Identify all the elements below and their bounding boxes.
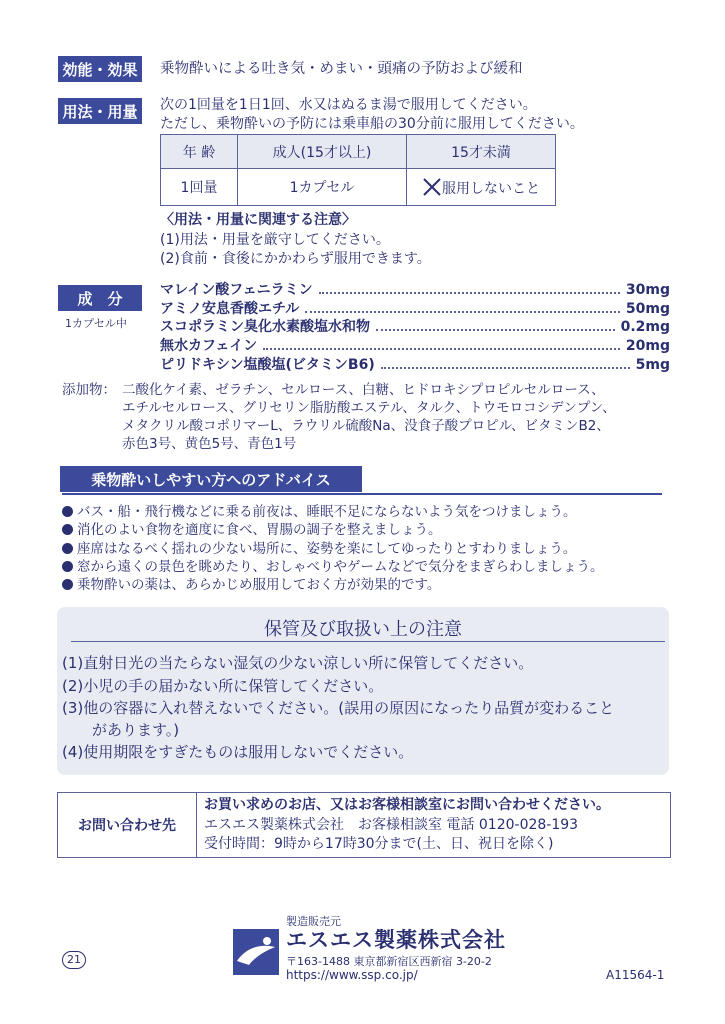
ingredients-label: 成 分 xyxy=(58,285,142,311)
ingredient-amount: 30mg xyxy=(625,282,670,298)
maker-label: 製造販売元 xyxy=(286,915,341,928)
contact-line-3: 受付時間：9時から17時30分まで(土、日、祝日を除く) xyxy=(204,836,554,852)
ingredients-sublabel: 1カプセル中 xyxy=(65,317,127,330)
contact-line-2: エスエス製薬株式会社 お客様相談室 電話 0120-028-193 xyxy=(204,817,579,833)
bullet-icon xyxy=(62,561,73,572)
usage-note-1: (1)用法・用量を厳守してください。 xyxy=(160,232,390,248)
ingredient-row xyxy=(160,281,670,299)
additives-line-3: メタクリル酸コポリマーL、ラウリル硫酸Na、没食子酸プロピル、ビタミンB2、 xyxy=(122,418,610,434)
company-address: 〒163-1488 東京都新宿区西新宿 3-20-2 xyxy=(286,955,492,968)
no-use-text: 服用しないこと xyxy=(442,180,540,197)
usage-notes-title: 〈用法・用量に関連する注意〉 xyxy=(160,212,356,228)
advice-item: 消化のよい食物を適度に食べ、胃腸の調子を整えましょう。 xyxy=(62,521,442,539)
additives-line-1: 二酸化ケイ素、ゼラチン、セルロース、白糖、ヒドロキシプロピルセルロース、 xyxy=(122,382,605,398)
storage-divider xyxy=(71,641,665,642)
company-name: エスエス製薬株式会社 xyxy=(286,928,506,952)
ingredient-row xyxy=(160,337,670,355)
bullet-icon xyxy=(62,579,73,590)
advice-item: 座席はなるべく揺れの少ない場所に、姿勢を楽にしてゆったりとすわりましょう。 xyxy=(62,540,576,558)
storage-item-3: (3)他の容器に入れ替えないでください。(誤用の原因になったり品質が変わること xyxy=(62,699,615,717)
ingredient-name: ピリドキシン塩酸塩(ビタミンB6) xyxy=(160,357,375,373)
additives-line-2: エチルセルロース、グリセリン脂肪酸エステル、タルク、トウモロコシデンプン、 xyxy=(122,400,616,416)
additives-label: 添加物： xyxy=(62,382,116,398)
advice-item: 窓から遠くの景色を眺めたり、おしゃべりやゲームなどで気分をまぎらわしましょう。 xyxy=(62,558,604,576)
table-cell-dose-label: 1回量 xyxy=(161,169,238,206)
bullet-icon xyxy=(62,543,73,554)
ingredient-name: スコポラミン臭化水素酸塩水和物 xyxy=(160,319,370,335)
table-cell-under15-dose xyxy=(407,169,556,206)
company-url[interactable]: https://www.ssp.co.jp/ xyxy=(286,968,418,982)
ss-logo-icon xyxy=(233,929,279,975)
storage-item-4: (4)使用期限をすぎたものは服用しないでください。 xyxy=(62,743,414,761)
ingredient-row xyxy=(160,300,670,318)
advice-item: バス・船・飛行機などに乗る前夜は、睡眠不足にならないよう気をつけましょう。 xyxy=(62,503,577,521)
usage-note-2: (2)食前・食後にかかわらず服用できます。 xyxy=(160,251,431,267)
table-header-adult: 成人(15才以上) xyxy=(238,135,407,169)
storage-item-2: (2)小児の手の届かない所に保管してください。 xyxy=(62,677,384,695)
storage-item-1: (1)直射日光の当たらない湿気の少ない涼しい所に保管してください。 xyxy=(62,654,534,672)
ingredient-name: アミノ安息香酸エチル xyxy=(160,301,300,317)
table-cell-adult-dose: 1カプセル xyxy=(238,169,407,206)
contact-label: お問い合わせ先 xyxy=(58,793,197,857)
ingredient-name: 無水カフェイン xyxy=(160,338,258,354)
ingredient-row xyxy=(160,318,670,336)
usage-line-1: 次の1回量を1日1回、水又はぬるま湯で服用してください。 xyxy=(160,97,537,113)
ingredient-name: マレイン酸フェニラミン xyxy=(160,282,313,298)
ingredient-amount: 50mg xyxy=(625,301,670,317)
ingredient-row xyxy=(160,356,670,374)
usage-label: 用法・用量 xyxy=(58,98,142,124)
contact-box xyxy=(57,792,671,858)
company-logo xyxy=(233,929,279,975)
additives-line-4: 赤色3号、黄色5号、青色1号 xyxy=(122,436,297,452)
storage-item-3-cont: があります。) xyxy=(92,721,180,739)
bullet-icon xyxy=(62,524,73,535)
storage-title: 保管及び取扱い上の注意 xyxy=(264,619,462,640)
ingredient-amount: 0.2mg xyxy=(620,319,670,335)
efficacy-label: 効能・効果 xyxy=(58,56,142,82)
contact-line-1: お買い求めのお店、又はお客様相談室にお問い合わせください。 xyxy=(204,797,610,813)
table-header-under15: 15才未満 xyxy=(407,135,556,169)
table-header-age: 年 齢 xyxy=(161,135,238,169)
advice-item: 乗物酔いの薬は、あらかじめ服用しておく方が効果的です。 xyxy=(62,576,440,594)
cross-icon xyxy=(422,177,442,197)
advice-title: 乗物酔いしやすい方へのアドバイス xyxy=(60,466,362,492)
bullet-icon xyxy=(62,506,73,517)
usage-line-2: ただし、乗物酔いの予防には乗車船の30分前に服用してください。 xyxy=(160,116,584,132)
advice-divider xyxy=(62,493,662,495)
ingredient-amount: 5mg xyxy=(635,357,670,373)
page-number: 21 xyxy=(62,951,86,969)
document-code: A11564-1 xyxy=(606,968,665,982)
efficacy-text: 乗物酔いによる吐き気・めまい・頭痛の予防および緩和 xyxy=(160,61,523,77)
ingredient-amount: 20mg xyxy=(625,338,670,354)
dosage-table xyxy=(160,134,556,206)
